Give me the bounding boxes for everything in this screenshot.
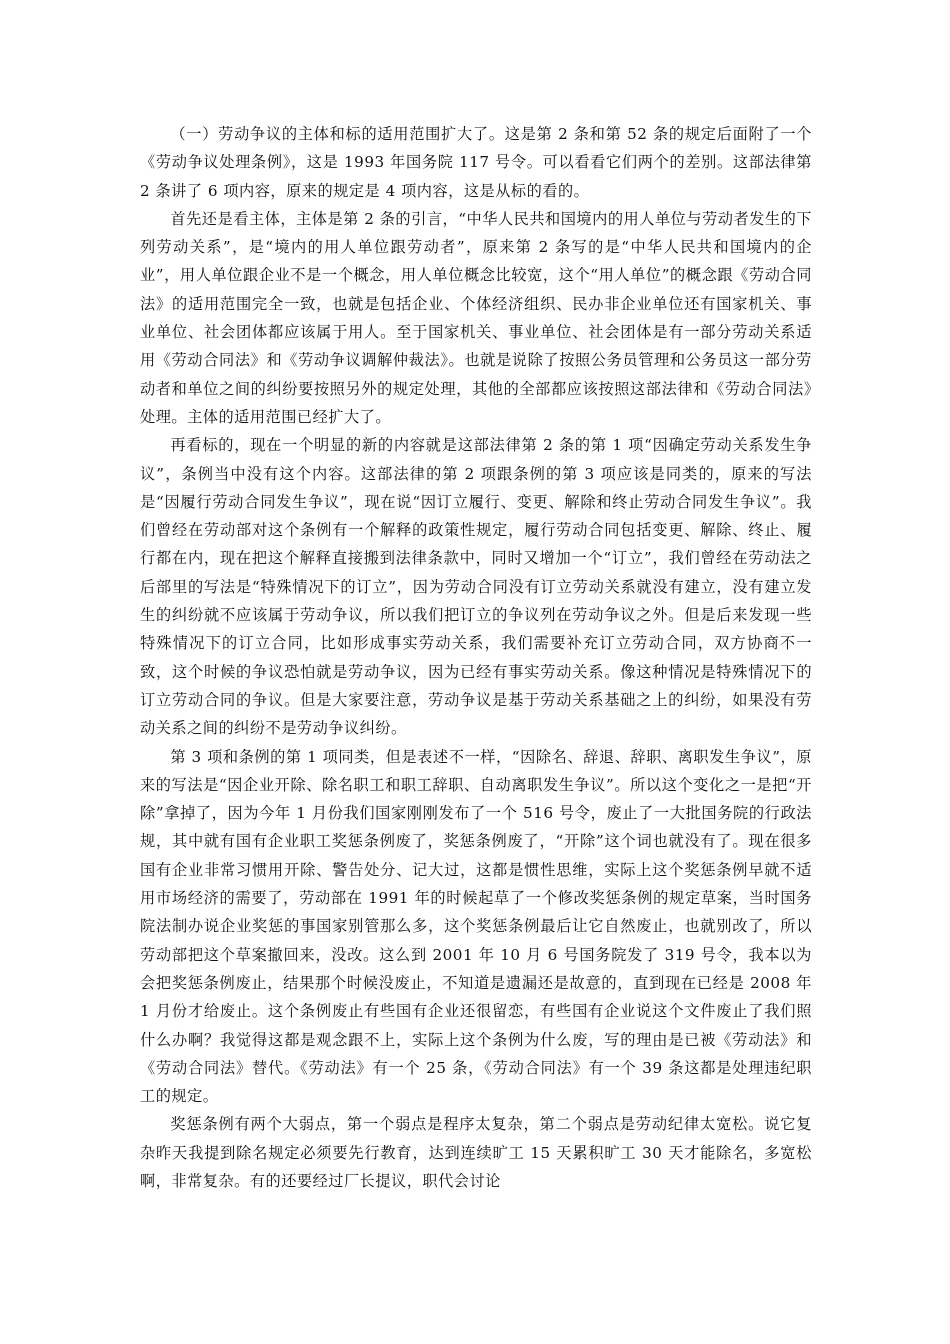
paragraph-scope-expanded: （一）劳动争议的主体和标的适用范围扩大了。这是第 2 条和第 52 条的规定后面附了一个《劳动争议处理条例》，这是 1993 年国务院 117 号令。可以看看它们两个的差别。这部法律第 2 条讲了 6 项内容，原来的规定是 4 项内容，这是从标的看的。 (140, 125, 812, 200)
paragraph-reward-punishment: 奖惩条例有两个大弱点，第一个弱点是程序太复杂，第二个弱点是劳动纪律太宽松。说它复杂昨天我提到除名规定必须要先行教育，达到连续旷工 15 天累积旷工 30 天才能除名，多宽松啊，非常复杂。有的还要经过厂长提议，职代会讨论 (140, 1115, 812, 1190)
paragraph-item-3: 第 3 项和条例的第 1 项同类，但是表述不一样，“因除名、辞退、辞职、离职发生争议”，原来的写法是“因企业开除、除名职工和职工辞职、自动离职发生争议”。所以这个变化之一是把“开除”拿掉了，因为今年 1 月份我们国家刚刚发布了一个 516 号令，废止了一大批国务院的行政法规，其中就有国有企业职工奖惩条例废了，奖惩条例废了，“开除”这个词也就没有了。现在很多国有企业非常习惯用开除、警告处分、记大过，这都是惯性思维，实际上这个奖惩条例早就不适用市场经济的需要了，劳动部在 1991 年的时候起草了一个修改奖惩条例的规定草案，当时国务院法制办说企业奖惩的事国家别管那么多，这个奖惩条例最后让它自然废止，也就别改了，所以劳动部把这个草案撤回来，没改。这么到 2001 年 10 月 6 号国务院发了 319 号令，我本以为会把奖惩条例废止，结果那个时候没废止，不知道是遗漏还是故意的，直到现在已经是 2008 年 1 月份才给废止。这个条例废止有些国有企业还很留恋，有些国有企业说这个文件废止了我们照什么办啊？我觉得这都是观念跟不上，实际上这个条例为什么废，写的理由是已被《劳动法》和《劳动合同法》替代。《劳动法》有一个 25 条，《劳动合同法》有一个 39 条这都是处理违纪职工的规定。 (140, 747, 812, 1106)
paragraph-object: 再看标的，现在一个明显的新的内容就是这部法律第 2 条的第 1 项“因确定劳动关系发生争议”，条例当中没有这个内容。这部法律的第 2 项跟条例的第 3 项应该是同类的，原来的写法是“因履行劳动合同发生争议”，现在说“因订立履行、变更、解除和终止劳动合同发生争议”。我们曾经在劳动部对这个条例有一个解释的政策性规定，履行劳动合同包括变更、解除、终止、履行都在内，现在把这个解释直接搬到法律条款中，同时又增加一个“订立”，我们曾经在劳动法之后部里的写法是“特殊情况下的订立”，因为劳动合同没有订立劳动关系就没有建立，没有建立发生的纠纷就不应该属于劳动争议，所以我们把订立的争议列在劳动争议之外。但是后来发现一些特殊情况下的订立合同，比如形成事实劳动关系，我们需要补充订立劳动合同，双方协商不一致，这个时候的争议恐怕就是劳动争议，因为已经有事实劳动关系。像这种情况是特殊情况下的订立劳动合同的争议。但是大家要注意，劳动争议是基于劳动关系基础之上的纠纷，如果没有劳动关系之间的纠纷不是劳动争议纠纷。 (140, 436, 812, 738)
document-body (140, 120, 812, 1195)
paragraph-subject: 首先还是看主体，主体是第 2 条的引言，“中华人民共和国境内的用人单位与劳动者发生的下列劳动关系”，是“境内的用人单位跟劳动者”，原来第 2 条写的是“中华人民共和国境内的企业”，用人单位跟企业不是一个概念，用人单位概念比较宽，这个“用人单位”的概念跟《劳动合同法》的适用范围完全一致，也就是包括企业、个体经济组织、民办非企业单位还有国家机关、事业单位、社会团体都应该属于用人。至于国家机关、事业单位、社会团体是有一部分劳动关系适用《劳动合同法》和《劳动争议调解仲裁法》。也就是说除了按照公务员管理和公务员这一部分劳动者和单位之间的纠纷要按照另外的规定处理，其他的全部都应该按照这部法律和《劳动合同法》处理。主体的适用范围已经扩大了。 (140, 209, 812, 426)
